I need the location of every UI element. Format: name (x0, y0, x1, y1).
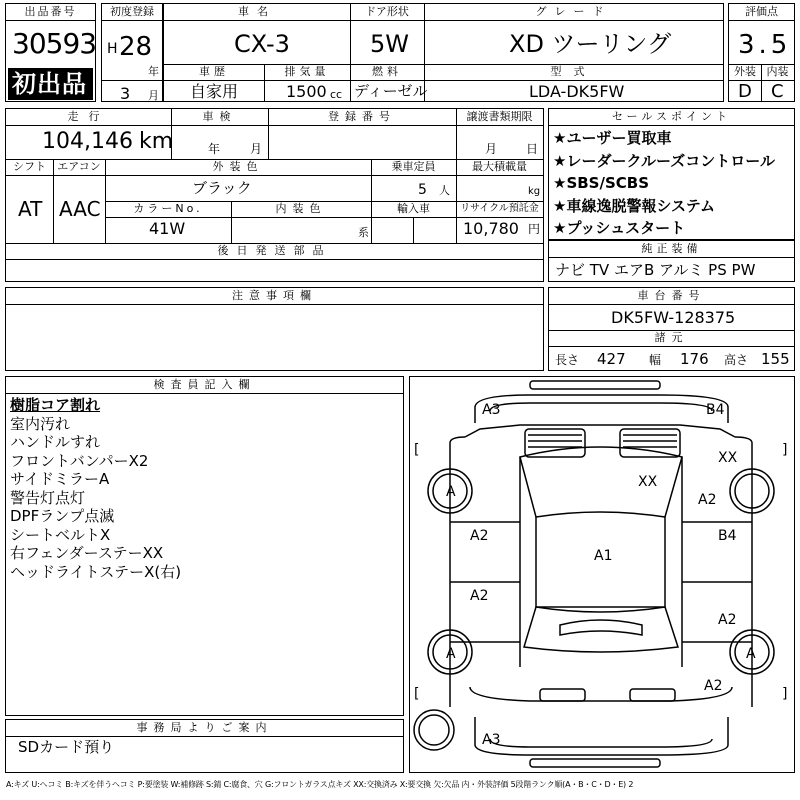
car-name-label: 車名 (238, 5, 276, 18)
office-notice-box (5, 719, 404, 773)
damage-mark-right-fender: XX (718, 450, 738, 466)
damage-mark-rear-bumper: A3 (482, 732, 501, 748)
car-name: CX-3 (234, 30, 290, 58)
door-type: 5W (370, 30, 409, 58)
note-line: 警告灯点灯 (10, 488, 86, 507)
displacement-label: 排気量 (284, 65, 330, 78)
damage-mark-left-rear-door: A2 (470, 588, 489, 604)
length-label: 長さ (555, 353, 580, 367)
fuel-label: 燃料 (372, 65, 402, 78)
max-load-label: 最大積載量 (472, 160, 527, 173)
registration-year: 28 (119, 32, 153, 62)
note-line: フロントバンパーX2 (10, 451, 149, 470)
capacity-value: 5 (418, 182, 427, 198)
genuine-equipment-box (548, 240, 795, 282)
ac-value: AAC (59, 197, 101, 221)
transfer-month-unit: 月 (485, 142, 498, 156)
lot-number-label: 出品番号 (24, 5, 77, 18)
note-line: ハンドルすれ (10, 433, 101, 451)
vehicle-info-box (163, 3, 724, 102)
inspector-notes-box (5, 376, 404, 716)
fuel-type: ディーゼル (354, 82, 428, 100)
bracket-right-front: ] (782, 442, 788, 458)
damage-mark-roof: A1 (594, 548, 613, 564)
note-line: 室内汚れ (10, 414, 71, 433)
first-registration-box (101, 3, 163, 102)
damage-mark-left-front-door: A2 (470, 528, 489, 544)
damage-mark-hood: XX (638, 474, 658, 490)
import-car-label: 輸入車 (397, 202, 430, 215)
transfer-day-unit: 日 (526, 142, 539, 156)
color-number: 41W (149, 219, 186, 238)
displacement: 1500 (286, 82, 327, 101)
mileage: 104,146 (42, 129, 133, 154)
office-notice-label: 事務局よりご案内 (136, 721, 273, 734)
interior-color-unit: 系 (358, 226, 369, 239)
inspector-notes-label: 検査員記入欄 (153, 378, 256, 391)
registration-month: 3 (120, 84, 131, 103)
exterior-color-label: 外装色 (212, 160, 264, 173)
later-parts-label: 後日発送部品 (217, 244, 332, 257)
bracket-left-front: [ (414, 442, 420, 458)
sales-points-list (553, 127, 775, 240)
first-registration-label: 初度登録 (110, 5, 154, 18)
grade: XD ツーリング (509, 30, 672, 58)
sales-point: ★SBS/SCBS (553, 174, 650, 192)
inspection-year-unit: 年 (208, 142, 221, 156)
era-mark: H (107, 41, 118, 57)
height-label: 高さ (724, 353, 749, 367)
score-value: 3.5 (738, 30, 792, 60)
inspection-label: 車検 (202, 110, 237, 123)
inspection-month-unit: 月 (250, 142, 263, 156)
height-value: 155 (761, 350, 790, 368)
score-box (728, 3, 795, 102)
damage-mark-right-rear-wheel: A (746, 646, 756, 662)
genuine-equipment-value: ナビ TV エアB アルミ PS PW (555, 261, 756, 279)
grade-label: グレード (535, 5, 612, 18)
mileage-unit: km (139, 129, 174, 154)
sales-point: ★車線逸脱警報システム (553, 196, 715, 215)
note-line: DPFランプ点滅 (10, 507, 115, 525)
load-unit: kg (528, 186, 541, 197)
color-number-label: カラーNo. (133, 202, 203, 215)
car-outline-diagram (410, 377, 794, 772)
exterior-color: ブラック (192, 179, 252, 197)
damage-mark-left-front-wheel: A (446, 484, 456, 500)
damage-legend: A:キズ U:ヘコミ B:キズを伴うヘコミ P:要塗装 W:補修跡 S:錆 C:腐食、穴 G:フロントガラス点キズ XX:交換済み X:要交換 欠:欠品 内・外装評価 5段階ランク順(A・B・C・D・E) 2 (6, 780, 634, 789)
year-unit: 年 (148, 65, 159, 78)
damage-mark-right-front-door: B4 (718, 528, 737, 544)
mileage-label: 走行 (67, 110, 110, 123)
note-line: 右フェンダーステーXX (10, 544, 164, 562)
sales-point: ★レーダークルーズコントロール (553, 151, 775, 170)
damage-mark-right-front-door-upper: A2 (698, 492, 717, 508)
interior-grade: C (771, 81, 784, 102)
vehicle-history: 自家用 (190, 82, 239, 101)
damage-mark-right-rear-door: A2 (718, 612, 737, 628)
damage-mark-right-quarter: A2 (704, 678, 723, 694)
exterior-grade: D (738, 81, 752, 102)
first-listing-text: 初出品 (12, 70, 87, 98)
note-line: サイドミラーA (10, 470, 110, 488)
damage-mark-front-right-bumper: B4 (706, 402, 725, 418)
transfer-deadline-label: 譲渡書類期限 (466, 110, 533, 123)
sales-point: ★ユーザー買取車 (553, 129, 672, 147)
recycle-deposit-label: リサイクル預託金 (460, 203, 539, 214)
interior-color-label: 内装色 (275, 202, 327, 215)
door-label: ドア形状 (365, 5, 409, 18)
office-notice: SDカード預り (18, 738, 115, 756)
registration-details-box (5, 108, 544, 282)
capacity-unit: 人 (439, 184, 450, 197)
score-label: 評価点 (745, 5, 778, 18)
genuine-equipment-label: 純正装備 (641, 242, 702, 255)
caution-box (5, 287, 544, 371)
chassis-box (548, 287, 795, 371)
chassis-number: DK5FW-128375 (611, 308, 736, 327)
damage-diagram-box (409, 376, 795, 773)
model-label: 型式 (550, 65, 597, 78)
interior-grade-label: 内装 (766, 65, 789, 78)
length-value: 427 (597, 350, 626, 368)
recycle-unit: 円 (528, 222, 541, 236)
model-code: LDA-DK5FW (529, 82, 625, 101)
registration-number-label: 登録番号 (328, 110, 396, 123)
first-listing-badge (8, 68, 93, 100)
note-line: ヘッドライトステーX(右) (10, 562, 182, 581)
lot-number-box (5, 3, 96, 102)
shift-label: シフト (13, 160, 46, 173)
recycle-deposit: 10,780 (463, 219, 519, 238)
sales-points-label: セールスポイント (611, 110, 731, 123)
bracket-right-rear: ] (782, 686, 788, 702)
month-unit: 月 (148, 89, 159, 102)
note-line: 樹脂コア割れ (10, 396, 101, 414)
ac-label: エアコン (57, 160, 101, 173)
dimensions-label: 諸元 (654, 331, 689, 344)
damage-mark-left-rear-wheel: A (446, 646, 456, 662)
inspector-notes-list (10, 396, 181, 581)
width-label: 幅 (649, 353, 662, 367)
bracket-left-rear: [ (414, 686, 420, 702)
width-value: 176 (680, 350, 709, 368)
exterior-grade-label: 外装 (734, 65, 756, 78)
shift-value: AT (18, 197, 43, 221)
chassis-number-label: 車台番号 (637, 289, 706, 302)
sales-points-box (548, 108, 795, 240)
capacity-label: 乗車定員 (391, 160, 436, 173)
damage-mark-front-left-bumper: A3 (482, 402, 501, 418)
displacement-unit: cc (330, 88, 343, 101)
lot-number: 30593 (12, 27, 97, 60)
history-label: 車歴 (199, 65, 229, 78)
caution-label: 注意事項欄 (232, 289, 317, 302)
note-line: シートベルトX (10, 525, 111, 544)
sales-point: ★プッシュスタート (553, 219, 686, 237)
